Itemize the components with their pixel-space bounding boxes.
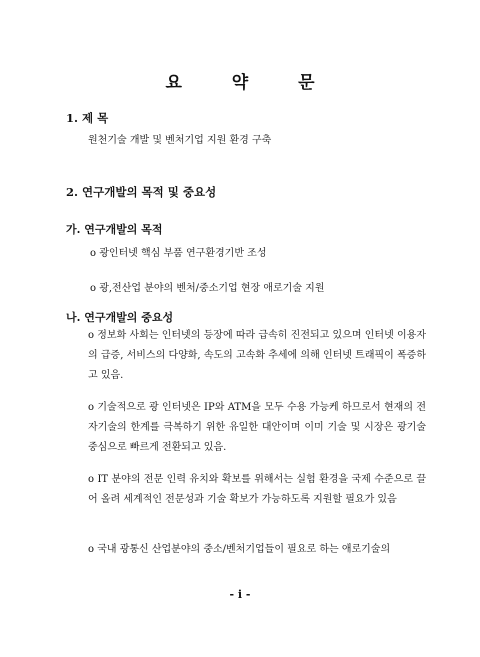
subsection-b-heading: 나. 연구개발의 중요성 [66,311,174,324]
importance-item-3: o IT 분야의 전문 인력 유치와 확보를 위해서는 실험 환경을 국제 수준으로 끌어 올려 세계적인 전문성과 기술 확보가 가능하도록 지원할 필요가 있음 [88,474,426,505]
section-1-heading: 1. 제 목 [66,111,109,125]
section-1-text: 원천기술 개발 및 벤처기업 지원 환경 구축 [88,135,272,146]
importance-item-4: o 국내 광통신 산업분야의 중소/벤처기업들이 필요로 하는 애로기술의 [88,544,391,555]
document-title: 요 약 문 [165,73,337,93]
page-number: - i - [229,588,251,601]
subsection-a-heading: 가. 연구개발의 목적 [66,223,163,236]
section-2-heading: 2. 연구개발의 목적 및 중요성 [66,185,217,199]
objective-item-2: o 광,전산업 분야의 벤처/중소기업 현장 애로기술 지원 [90,283,325,294]
importance-item-1: o 정보화 사회는 인터넷의 등장에 따라 급속히 진전되고 있으며 인터넷 이용자의 급증, 서비스의 다양화, 속도의 고속화 추세에 의해 인터넷 트래픽이 폭증하고 있음. [88,330,426,381]
objective-item-1: o 광인터넷 핵심 부품 연구환경기반 조성 [90,248,267,259]
importance-item-2: o 기술적으로 광 인터넷은 IP와 ATM을 모두 수용 가능케 하므로서 현재의 전자기술의 한계를 극복하기 위한 유일한 대안이며 이미 기술 및 시장은 광기술 중심으로 빠르게 전환되고 있음. [88,402,426,453]
